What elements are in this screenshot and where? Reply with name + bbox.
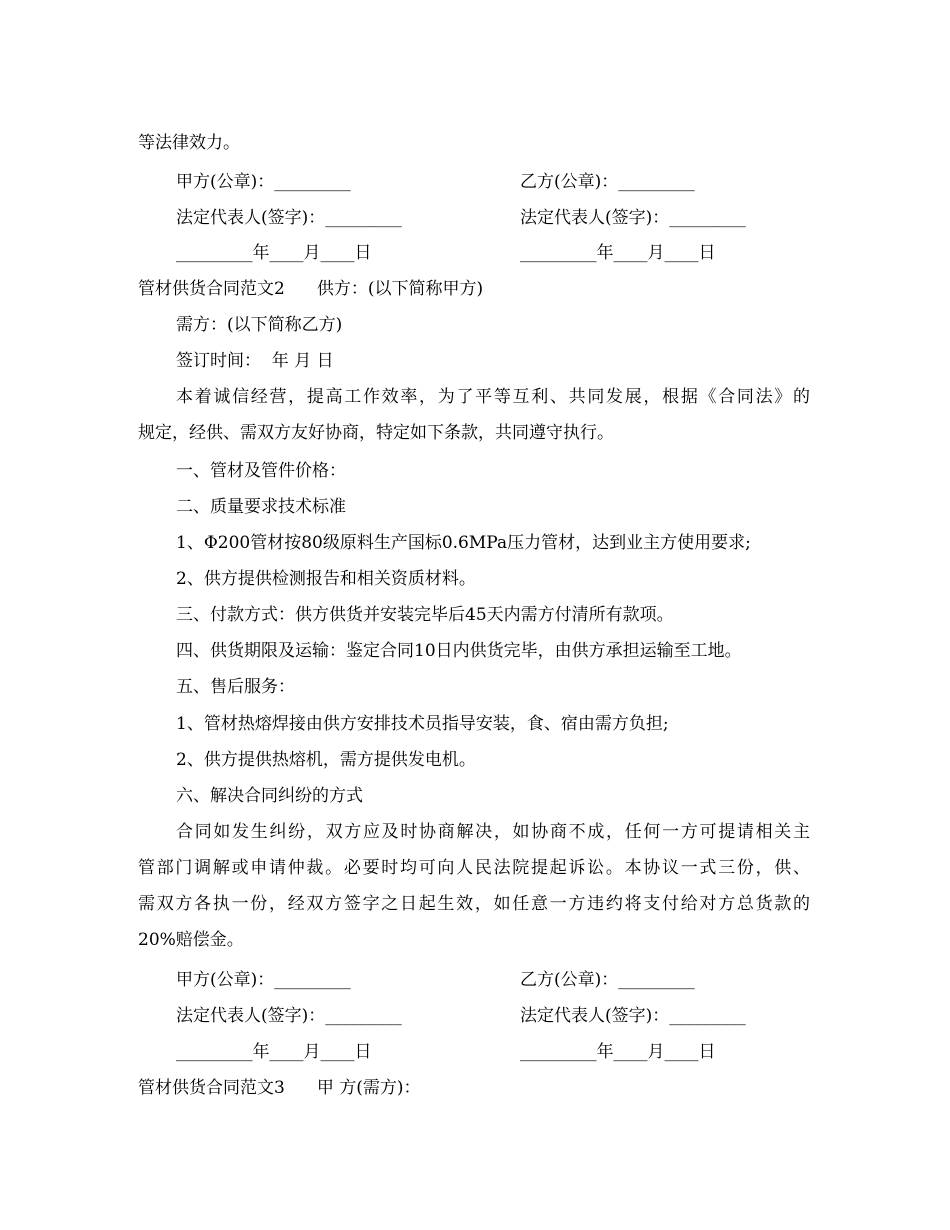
supplier-label: 供方：(以下简称甲方) xyxy=(316,279,484,299)
clause-6-heading: 六、解决合同纠纷的方式 xyxy=(176,786,363,806)
party-b-seal-line: 乙方(公章)：_________ xyxy=(520,172,695,192)
party-a-date-line: _________年____月____日 xyxy=(176,243,372,263)
sample2-party-a-seal-line: 甲方(公章)：_________ xyxy=(176,970,351,990)
sample2-party-b-date-line: _________年____月____日 xyxy=(520,1042,716,1062)
clause-2-item-1: 1、Φ200管材按80级原料生产国标0.6MPa压力管材，达到业主方使用要求; xyxy=(176,533,751,553)
clause-3-payment: 三、付款方式：供方供货并安装完毕后45天内需方付清所有款项。 xyxy=(176,605,674,625)
sample2-party-a-rep-line: 法定代表人(签字)：_________ xyxy=(176,1006,402,1026)
sample3-title: 管材供货合同范文3 xyxy=(138,1078,285,1098)
clause-6-paragraph-line-3: 需双方各执一份，经双方签字之日起生效，如任意一方违约将支付给对方总货款的 xyxy=(138,894,810,914)
clause-5-item-1: 1、管材热熔焊接由供方安排技术员指导安装，食、宿由需方负担; xyxy=(176,714,669,734)
buyer-label: 需方：(以下简称乙方) xyxy=(176,315,343,335)
clause-6-paragraph-line-4: 20%赔偿金。 xyxy=(138,930,244,950)
intro-paragraph-line-1: 本着诚信经营，提高工作效率，为了平等互利、共同发展，根据《合同法》的 xyxy=(176,387,810,407)
clause-6-paragraph-line-2: 管部门调解或申请仲裁。必要时均可向人民法院提起诉讼。本协议一式三份，供、 xyxy=(138,858,810,878)
party-b-rep-line: 法定代表人(签字)：_________ xyxy=(520,208,746,228)
sample2-party-a-date-line: _________年____月____日 xyxy=(176,1042,372,1062)
sample2-party-b-seal-line: 乙方(公章)：_________ xyxy=(520,970,695,990)
clause-2-item-2: 2、供方提供检测报告和相关资质材料。 xyxy=(176,569,476,589)
clause-6-paragraph-line-1: 合同如发生纠纷，双方应及时协商解决，如协商不成，任何一方可提请相关主 xyxy=(176,822,810,842)
clause-4-delivery: 四、供货期限及运输：鉴定合同10日内供货完毕，由供方承担运输至工地。 xyxy=(176,641,742,661)
intro-paragraph-line-2: 规定，经供、需双方友好协商，特定如下条款，共同遵守执行。 xyxy=(138,423,614,443)
party-a-seal-line: 甲方(公章)：_________ xyxy=(176,172,351,192)
continuation-text: 等法律效力。 xyxy=(138,133,240,153)
sign-time-line: 签订时间： 年 月 日 xyxy=(176,351,334,371)
clause-1-heading: 一、管材及管件价格： xyxy=(176,461,346,481)
party-a-rep-line: 法定代表人(签字)：_________ xyxy=(176,208,402,228)
sample3-heading xyxy=(138,1078,421,1098)
sample3-party-a-label: 甲 方(需方)： xyxy=(316,1078,421,1098)
sample2-heading xyxy=(138,279,483,299)
clause-5-item-2: 2、供方提供热熔机，需方提供发电机。 xyxy=(176,750,476,770)
sample2-title: 管材供货合同范文2 xyxy=(138,279,285,299)
clause-5-heading: 五、售后服务： xyxy=(176,677,295,697)
sample2-party-b-rep-line: 法定代表人(签字)：_________ xyxy=(520,1006,746,1026)
clause-2-heading: 二、质量要求技术标准 xyxy=(176,497,346,517)
party-b-date-line: _________年____月____日 xyxy=(520,243,716,263)
